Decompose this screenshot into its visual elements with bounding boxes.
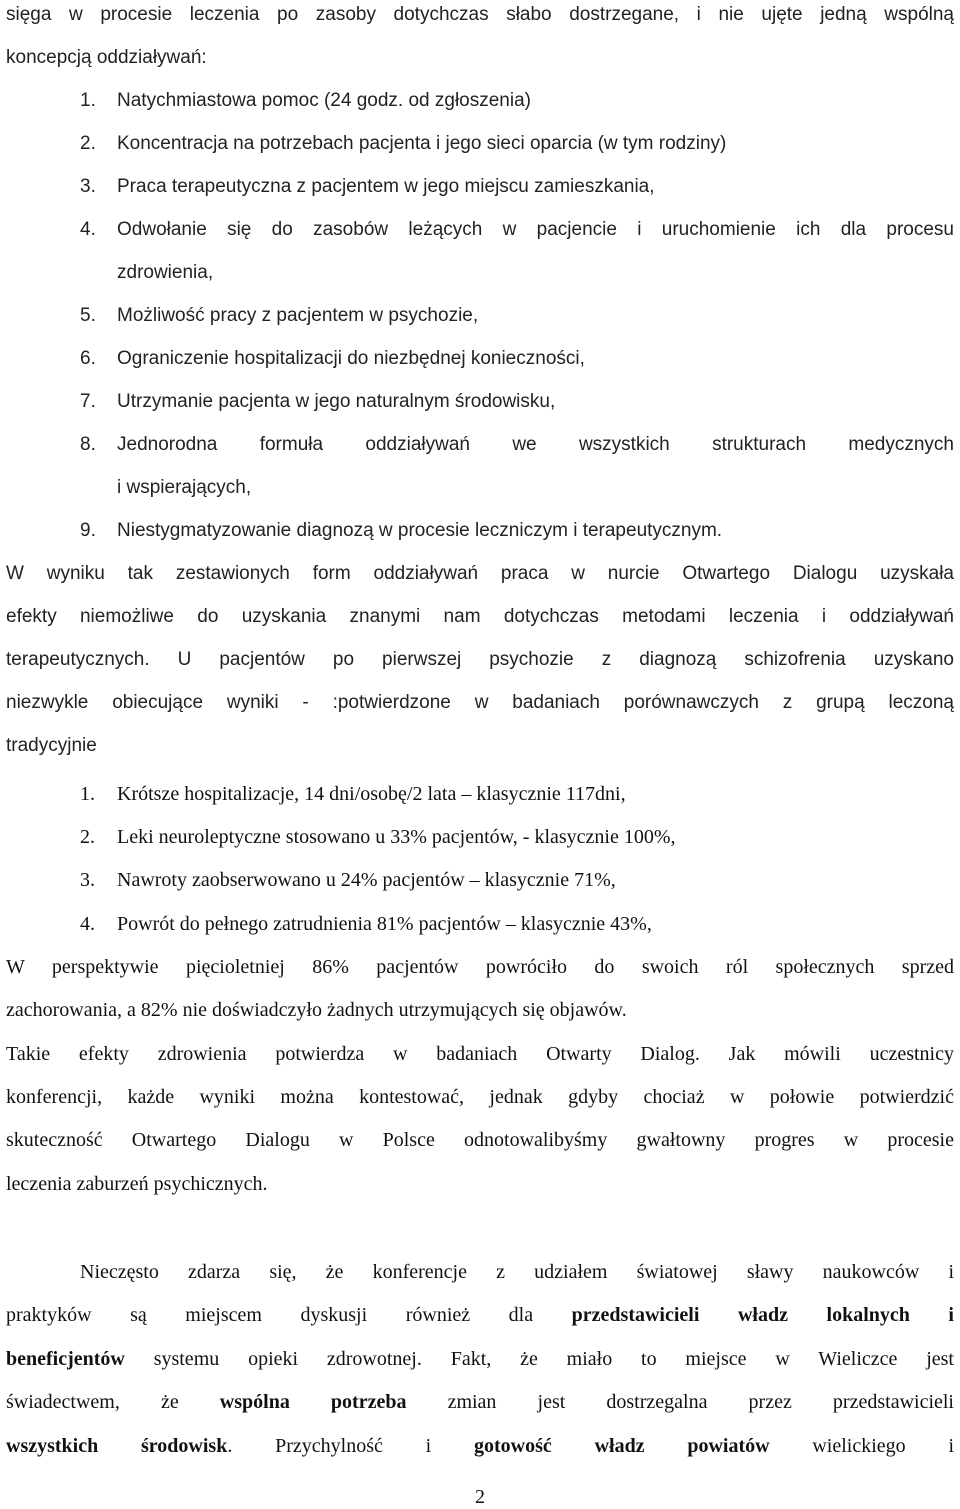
list-item xyxy=(0,304,960,328)
paragraph-line xyxy=(6,1347,954,1371)
list-text: Natychmiastowa pomoc (24 godz. od zgłoszenia) xyxy=(117,90,531,111)
text-run: zmian jest dostrzegalna przez przedstawicieli xyxy=(406,1391,954,1413)
list-item xyxy=(0,89,960,113)
text-run: systemu opieki zdrowotnej. Fakt, że miało to miejsce w Wieliczce jest xyxy=(124,1348,954,1370)
list-number: 5. xyxy=(80,305,96,326)
paragraph-line: niezwykle obiecujące wyniki - :potwierdzone w badaniach porównawczych z grupą leczoną xyxy=(6,692,954,713)
list-number: 4. xyxy=(80,219,96,240)
list-number: 3. xyxy=(80,869,95,891)
paragraph-line: W wyniku tak zestawionych form oddziaływań praca w nurcie Otwartego Dialogu uzyskała xyxy=(6,563,954,584)
list-text: Niestygmatyzowanie diagnozą w procesie leczniczym i terapeutycznym. xyxy=(117,520,723,541)
list-text: Możliwość pracy z pacjentem w psychozie, xyxy=(117,305,479,326)
bold-text: beneficjentów xyxy=(6,1348,125,1370)
paragraph-line: leczenia zaburzeń psychicznych. xyxy=(6,1173,268,1195)
list-item xyxy=(0,912,960,936)
list-text-continued: i wspierających, xyxy=(117,477,252,498)
paragraph-line: W perspektywie pięcioletniej 86% pacjentów powróciło do swoich ról społecznych sprzed xyxy=(6,956,954,978)
list-item xyxy=(0,347,960,371)
paragraph-line: efekty niemożliwe do uzyskania znanymi nam dotychczas metodami leczenia i oddziaływań xyxy=(6,606,954,627)
page-number: 2 xyxy=(475,1486,485,1508)
list-text: Powrót do pełnego zatrudnienia 81% pacjentów – klasycznie 43%, xyxy=(117,913,652,935)
paragraph-line: Nieczęsto zdarza się, że konferencje z udziałem światowej sławy naukowców i xyxy=(80,1261,954,1283)
list-text: Jednorodna formuła oddziaływań we wszystkich strukturach medycznych xyxy=(117,434,954,455)
list-number: 9. xyxy=(80,520,96,541)
bold-text: przedstawicieli władz lokalnych i xyxy=(571,1304,954,1326)
paragraph-line: zachorowania, a 82% nie doświadczyło żadnych utrzymujących się objawów. xyxy=(6,999,627,1021)
list-text: Koncentracja na potrzebach pacjenta i jego sieci oparcia (w tym rodziny) xyxy=(117,133,727,154)
list-item xyxy=(0,868,960,892)
list-item xyxy=(0,218,960,242)
paragraph-line: skuteczność Otwartego Dialogu w Polsce odnotowalibyśmy gwałtowny progres w procesie xyxy=(6,1129,954,1151)
paragraph-line xyxy=(6,1390,954,1414)
list-number: 2. xyxy=(80,133,96,154)
list-text: Leki neuroleptyczne stosowano u 33% pacjentów, - klasycznie 100%, xyxy=(117,826,676,848)
list-text: Utrzymanie pacjenta w jego naturalnym środowisku, xyxy=(117,391,556,412)
list-item xyxy=(0,175,960,199)
text-run: . Przychylność i xyxy=(227,1435,475,1457)
list-text: Odwołanie się do zasobów leżących w pacjencie i uruchomienie ich dla procesu xyxy=(117,219,954,240)
list-number: 2. xyxy=(80,826,95,848)
paragraph-line: Takie efekty zdrowienia potwierdza w badaniach Otwarty Dialog. Jak mówili uczestnicy xyxy=(6,1043,954,1065)
text-run: wielickiego i xyxy=(769,1435,955,1457)
list-item xyxy=(0,433,960,457)
list-text: Nawroty zaobserwowano u 24% pacjentów – klasycznie 71%, xyxy=(117,869,616,891)
paragraph-line: konferencji, każde wyniki można kontestować, jednak gdyby chociaż w połowie potwierdzić xyxy=(6,1086,954,1108)
list-item xyxy=(0,519,960,543)
intro-line: koncepcją oddziaływań: xyxy=(6,47,207,68)
list-item xyxy=(0,390,960,414)
paragraph-line: terapeutycznych. U pacjentów po pierwszej psychozie z diagnozą schizofrenia uzyskano xyxy=(6,649,954,670)
list-number: 3. xyxy=(80,176,96,197)
bold-text: wszystkich środowisk xyxy=(6,1435,228,1457)
list-text: Krótsze hospitalizacje, 14 dni/osobę/2 lata – klasycznie 117dni, xyxy=(117,783,626,805)
bold-text: gotowość władz powiatów xyxy=(474,1435,770,1457)
list-number: 1. xyxy=(80,783,95,805)
list-item xyxy=(0,132,960,156)
list-item xyxy=(0,825,960,849)
list-text: Praca terapeutyczna z pacjentem w jego miejscu zamieszkania, xyxy=(117,176,655,197)
text-run: świadectwem, że xyxy=(6,1391,220,1413)
intro-line: sięga w procesie leczenia po zasoby dotychczas słabo dostrzegane, i nie ujęte jedną wspólną xyxy=(6,4,954,25)
list-item xyxy=(0,782,960,806)
text-run: praktyków są miejscem dyskusji również dla xyxy=(6,1304,572,1326)
list-number: 1. xyxy=(80,90,96,111)
paragraph-line xyxy=(6,1303,954,1327)
list-text-continued: zdrowienia, xyxy=(117,262,214,283)
paragraph-line: tradycyjnie xyxy=(6,735,97,756)
list-number: 4. xyxy=(80,913,95,935)
list-number: 6. xyxy=(80,348,96,369)
list-number: 7. xyxy=(80,391,96,412)
list-number: 8. xyxy=(80,434,96,455)
list-text: Ograniczenie hospitalizacji do niezbędnej konieczności, xyxy=(117,348,585,369)
bold-text: wspólna potrzeba xyxy=(219,1391,407,1413)
paragraph-line xyxy=(6,1434,954,1458)
